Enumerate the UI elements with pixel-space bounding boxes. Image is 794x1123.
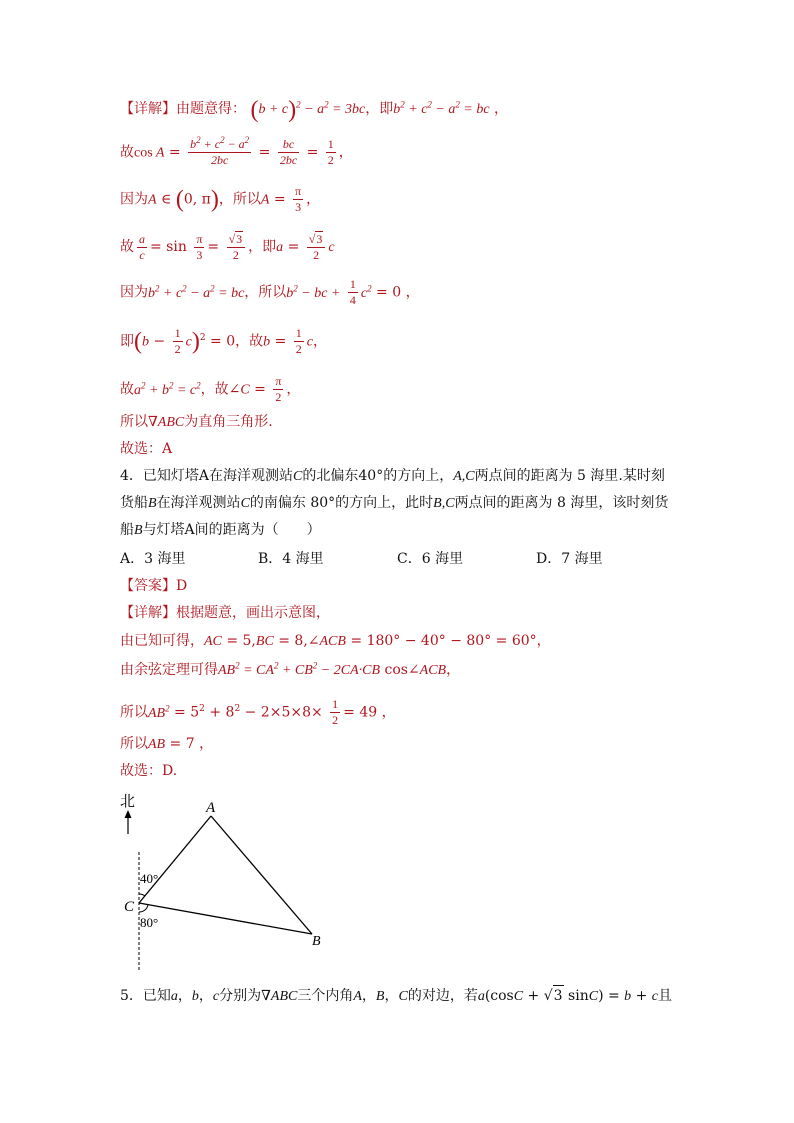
solution-line-6: 即(b − $\frac{1}{2}$ c)$^2$ = 0，故b = $\frac{1}{2}$ c， [120, 326, 327, 356]
triangle-diagram [112, 788, 342, 973]
north-label: 北 [120, 794, 136, 810]
solution-line-1: 【详解】由题意得： $(b + c)^2 - a^2 = 3bc$，即$b^2 + c^2 - a^2$ = bc ， [120, 96, 508, 123]
option-b: B．4 海里 [258, 551, 324, 567]
detail-line-6: 故选：D. [120, 763, 178, 779]
solution-line-4: 故 $\frac{a}{c}$ = sin $\frac{\pi}{3}$ = $\frac{√3}{2}$ ，即a = $\frac{√3}{2}$ c [120, 231, 335, 262]
detail-line-4: 所以$AB^2 = 5^2 + 8^2 - 2\times 5\times 8\times$ $\frac{1}{2}$ = 49 ， [120, 697, 396, 727]
detail-label: 【详解】 [120, 101, 176, 117]
angle-40-arc [139, 894, 145, 896]
detail-line-1: 【详解】根据题意，画出示意图， [120, 605, 330, 621]
vertex-a-label: A [206, 800, 216, 816]
side-ca [139, 816, 211, 903]
answer-value: D [176, 578, 188, 594]
detail-line-2: 由已知可得，AC = 5,BC = 8,∠ACB = 180° − 40° − 80° = 60°， [120, 633, 551, 649]
solution-line-3: 因为A ∈ (0, π)，所以A = $\frac{\pi}{3}$ ， [120, 184, 321, 214]
vertex-c-label: C [124, 899, 135, 915]
answer-line [120, 576, 187, 596]
option-d: D．7 海里 [536, 551, 603, 567]
angle-80-label: 80° [140, 915, 159, 930]
side-cb [139, 903, 312, 934]
north-arrow-icon [125, 810, 132, 818]
side-ab [211, 816, 312, 934]
solution-line-9: 故选：A [120, 441, 173, 457]
solution-line-2: 故cos A = $\frac{b^2 + c^2 - a^2}{2bc}$ = $\frac{bc}{2bc}$ = $\frac{1}{2}$ ， [120, 135, 353, 167]
question-4-stem-line-2: 货船B在海洋观测站C的南偏东 80°的方向上，此时B,C两点间的距离为 8 海里，该时刻货 [120, 495, 669, 511]
angle-80-arc [139, 905, 148, 912]
detail-line-3: 由余弦定理可得$AB^2 = CA^2 + CB^2 - 2CA\cdot CB$ cos∠ACB， [120, 660, 461, 678]
option-c: C．6 海里 [397, 551, 464, 567]
solution-line-8: 所以∇ABC为直角三角形. [120, 414, 273, 430]
question-4-stem-line-1: 4．已知灯塔A在海洋观测站C的北偏东40°的方向上，A,C两点间的距离为 5 海里.某时刻 [120, 468, 665, 484]
option-a: A．3 海里 [120, 551, 186, 567]
question-4-stem-line-3: 船B与灯塔A间的距离为（ ） [120, 522, 321, 538]
answer-label: 【答案】 [120, 578, 176, 594]
question-5-stem: 5．已知a，b，c分别为∇ABC三个内角A，B，C的对边，若a(cosC + √3 sinC) = b + c且 [120, 985, 672, 1007]
detail-line-5: 所以AB = 7 ， [120, 736, 214, 752]
angle-40-label: 40° [140, 871, 159, 886]
vertex-b-label: B [312, 934, 321, 949]
solution-line-7: 故$a^2 + b^2 = c^2$，故∠C = $\frac{\pi}{2}$ ， [120, 374, 301, 404]
solution-line-5: 因为$b^2 + c^2 - a^2$ = bc，所以$b^2$ − bc + $\frac{1}{4}$ $c^2 = 0$ ， [120, 277, 420, 307]
